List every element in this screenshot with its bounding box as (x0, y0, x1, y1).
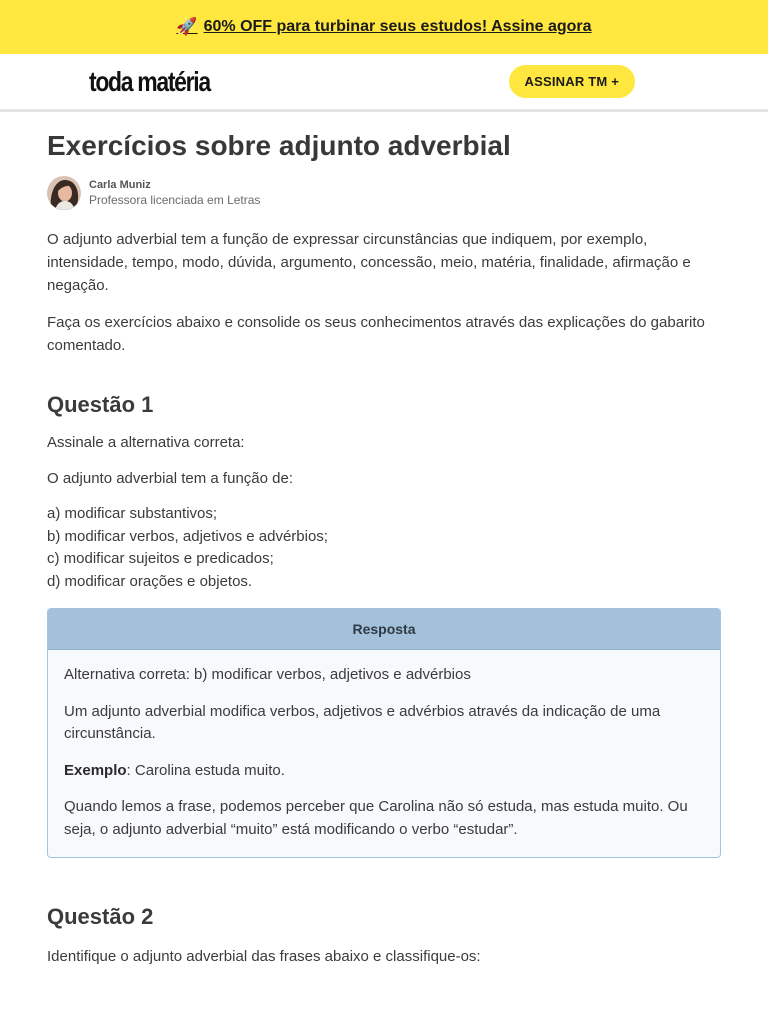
question-2-title: Questão 2 (47, 904, 154, 929)
answer-explanation: Um adjunto adverbial modifica verbos, adjetivos e advérbios através da indicação de uma circunstância. (64, 702, 661, 742)
rocket-icon: 🚀 (176, 17, 198, 36)
article-content (0, 129, 768, 968)
answer-correct: Alternativa correta: b) modificar verbos, adjetivos e advérbios (64, 666, 471, 683)
option-c: c) modificar sujeitos e predicados; (47, 550, 274, 567)
option-a: a) modificar substantivos; (47, 505, 218, 522)
question-1-options (47, 503, 721, 593)
answer-body (48, 649, 720, 857)
intro-paragraph: Faça os exercícios abaixo e consolide os seus conhecimentos através das explicações do gabarito comentado. (47, 314, 705, 354)
question-1-stem: O adjunto adverbial tem a função de: (47, 470, 293, 487)
option-d: d) modificar orações e objetos. (47, 572, 253, 590)
answer-box (47, 608, 721, 858)
answer-example (64, 760, 704, 783)
intro-paragraph: O adjunto adverbial tem a função de expressar circunstâncias que indiquem, por exemplo, intensidade, tempo, modo, dúvida, argumento, concessão, meio, matéria, finalidade, afirmação e negação. (47, 231, 691, 294)
question-1-prompt: Assinale a alternativa correta: (47, 434, 245, 451)
promo-banner (0, 0, 768, 54)
author-name[interactable]: Carla Muniz (89, 179, 151, 191)
example-text: : Carolina estuda muito. (126, 761, 285, 779)
site-header (0, 54, 768, 112)
author-info (47, 176, 721, 210)
author-role: Professora licenciada em Letras (89, 193, 261, 207)
author-avatar[interactable] (47, 176, 81, 210)
promo-text: 60% OFF para turbinar seus estudos! Assine agora (203, 18, 592, 35)
question-2-prompt: Identifique o adjunto adverbial das frases abaixo e classifique-os: (47, 948, 481, 965)
subscribe-button[interactable]: ASSINAR TM + (509, 65, 636, 98)
answer-toggle[interactable]: Resposta (48, 609, 720, 649)
promo-link[interactable] (176, 17, 591, 37)
question-1-title: Questão 1 (47, 392, 154, 417)
page-title: Exercícios sobre adjunto adverbial (47, 130, 511, 161)
option-b: b) modificar verbos, adjetivos e advérbios; (47, 527, 328, 545)
answer-detail: Quando lemos a frase, podemos perceber que Carolina não só estuda, mas estuda muito. Ou seja, o adjunto adverbial “muito” está modificando o verbo “estudar”. (64, 798, 688, 838)
site-logo[interactable]: toda matéria (89, 65, 210, 97)
example-label: Exemplo (64, 761, 127, 779)
